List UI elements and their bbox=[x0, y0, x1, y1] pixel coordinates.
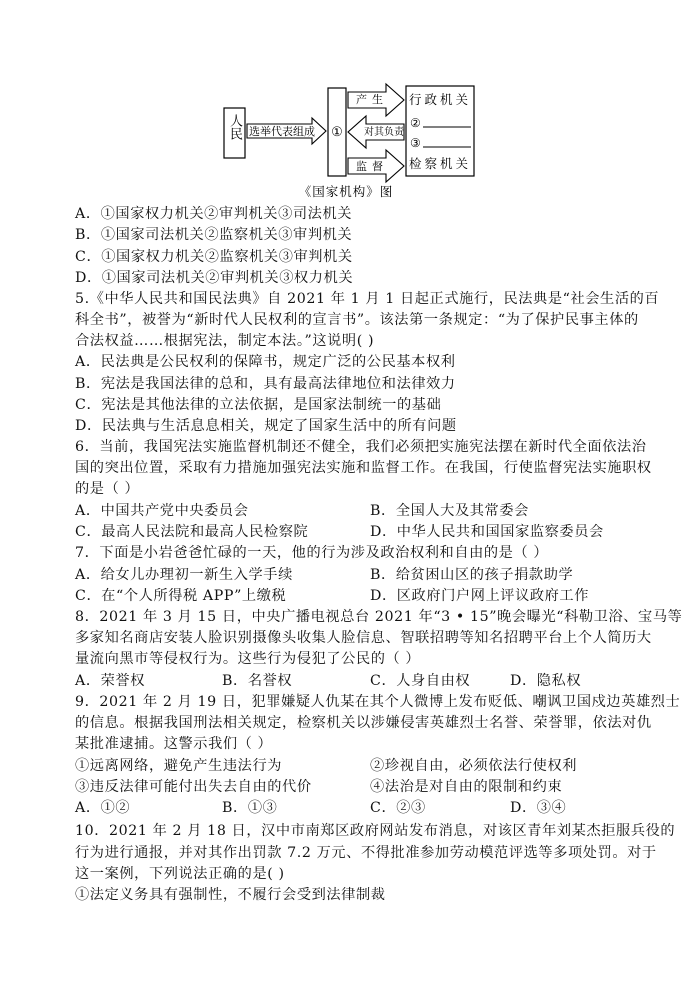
q6-stem-line-2: 国的突出位置，采取有力措施加强宪法实施和监督工作。在我国，行使监督宪法实施职权 bbox=[75, 460, 652, 476]
arrow-supervise-label: 监督 bbox=[356, 160, 388, 173]
q7-option-c: C．在“个人所得税 APP”上缴税 bbox=[75, 588, 287, 604]
box-1-label: ① bbox=[331, 125, 343, 140]
q4-option-d: D．①国家司法机关②审判机关③权力机关 bbox=[75, 270, 354, 286]
q7-option-b: B．给贫困山区的孩子捐款助学 bbox=[370, 567, 574, 583]
q9-option-b: B．①③ bbox=[222, 800, 278, 816]
q8-option-c: C．人身自由权 bbox=[370, 673, 471, 689]
q5-option-b: B．宪法是我国法律的总和，具有最高法律地位和法律效力 bbox=[75, 376, 456, 392]
q5-stem-line-3: 合法权益……根据宪法，制定本法。”这说明( ) bbox=[75, 333, 375, 349]
q6-option-d: D．中华人民共和国国家监察委员会 bbox=[370, 524, 604, 540]
org-executive: 行政机关 bbox=[408, 92, 472, 107]
q6-stem-line-1: 6．当前，我国宪法实施监督机制还不健全，我们必须把实施宪法摆在新时代全面依法治 bbox=[75, 439, 647, 455]
q6-option-a: A．中国共产党中央委员会 bbox=[75, 503, 249, 519]
q9-statement-1: ①远离网络，避免产生违法行为 bbox=[75, 758, 283, 774]
org-2-label: ② bbox=[410, 116, 421, 130]
q7-option-d: D．区政府门户网上评议政府工作 bbox=[370, 588, 590, 604]
q9-statement-2: ②珍视自由，必须依法行使权利 bbox=[370, 758, 578, 774]
q6-option-b: B．全国人大及其常委会 bbox=[370, 503, 529, 519]
q10-statement-1: ①法定义务具有强制性，不履行会受到法律制裁 bbox=[75, 887, 386, 903]
diagram-caption: 《国家机构》图 bbox=[298, 184, 394, 199]
arrow-elect-label: 选举代表组成 bbox=[249, 125, 315, 138]
q8-stem-line-1: 8．2021 年 3 月 15 日，中央广播电视总台 2021 年“3 • 15”晚会曝光“科勒卫浴、宝马等 bbox=[75, 609, 683, 625]
q9-option-a: A．①② bbox=[75, 800, 131, 816]
q10-stem-line-1: 10．2021 年 2 月 18 日，汉中市南郑区政府网站发布消息，对该区青年刘某杰拒服兵役的 bbox=[75, 823, 676, 839]
q6-stem-line-3: 的是（ ） bbox=[75, 481, 140, 497]
q4-option-c: C．①国家权力机关②监察机关③审判机关 bbox=[75, 249, 353, 265]
q9-option-d: D．③④ bbox=[510, 800, 567, 816]
q9-statement-4: ④法治是对自由的限制和约束 bbox=[370, 779, 563, 795]
org-3-label: ③ bbox=[410, 136, 421, 150]
q5-option-c: C．宪法是其他法律的立法依据，是国家法制统一的基础 bbox=[75, 397, 442, 413]
q9-statement-3: ③违反法律可能付出失去自由的代价 bbox=[75, 779, 312, 795]
arrow-produce-label: 产生 bbox=[356, 93, 388, 106]
q9-stem-line-3: 某批准逮捕。这警示我们（ ） bbox=[75, 736, 273, 752]
q9-option-c: C．②③ bbox=[370, 800, 426, 816]
q7-stem: 7．下面是小岩爸爸忙碌的一天，他的行为涉及政治权利和自由的是（ ） bbox=[75, 545, 549, 561]
q5-option-a: A．民法典是公民权利的保障书，规定广泛的公民基本权利 bbox=[75, 354, 456, 370]
q8-option-a: A．荣誉权 bbox=[75, 673, 145, 689]
q6-option-c: C．最高人民法院和最高人民检察院 bbox=[75, 524, 309, 540]
q8-stem-line-2: 多家知名商店安装人脸识别摄像头收集人脸信息、智联招聘等知名招聘平台上个人简历大 bbox=[75, 630, 652, 646]
q5-stem-line-1: 5.《中华人民共和国民法典》自 2021 年 1 月 1 日起正式施行，民法典是“社会生活的百 bbox=[75, 291, 660, 307]
q4-option-a: A．①国家权力机关②审判机关③司法机关 bbox=[75, 206, 353, 222]
state-organs-diagram bbox=[0, 0, 695, 200]
q5-option-d: D．民法典与生活息息相关，规定了国家生活中的所有问题 bbox=[75, 418, 457, 434]
org-procuratorate: 检察机关 bbox=[408, 156, 472, 171]
arrow-responsible-label: 对其负责 bbox=[364, 127, 404, 138]
q4-option-b: B．①国家司法机关②监察机关③审判机关 bbox=[75, 227, 353, 243]
q7-option-a: A．给女儿办理初一新生入学手续 bbox=[75, 567, 293, 583]
q9-stem-line-2: 的信息。根据我国刑法相关规定，检察机关以涉嫌侵害英雄烈士名誉、荣誉罪，依法对仇 bbox=[75, 715, 652, 731]
q8-stem-line-3: 量流向黑市等侵权行为。这些行为侵犯了公民的（ ） bbox=[75, 651, 421, 667]
q10-stem-line-2: 行为进行通报，并对其作出罚款 7.2 万元、不得批准参加劳动模范评选等多项处罚。对于 bbox=[75, 845, 657, 861]
q5-stem-line-2: 科全书”，被誉为“新时代人民权利的宣言书”。该法第一条规定：“为了保护民事主体的 bbox=[75, 312, 639, 328]
q8-option-d: D．隐私权 bbox=[510, 673, 582, 689]
q10-stem-line-3: 这一案例，下列说法正确的是( ) bbox=[75, 866, 285, 882]
q8-option-b: B．名誉权 bbox=[222, 673, 293, 689]
q9-stem-line-1: 9．2021 年 2 月 19 日，犯罪嫌疑人仇某在其个人微博上发布贬低、嘲讽卫国戍边英雄烈士 bbox=[75, 694, 681, 710]
people-label: 人民 bbox=[227, 114, 242, 140]
